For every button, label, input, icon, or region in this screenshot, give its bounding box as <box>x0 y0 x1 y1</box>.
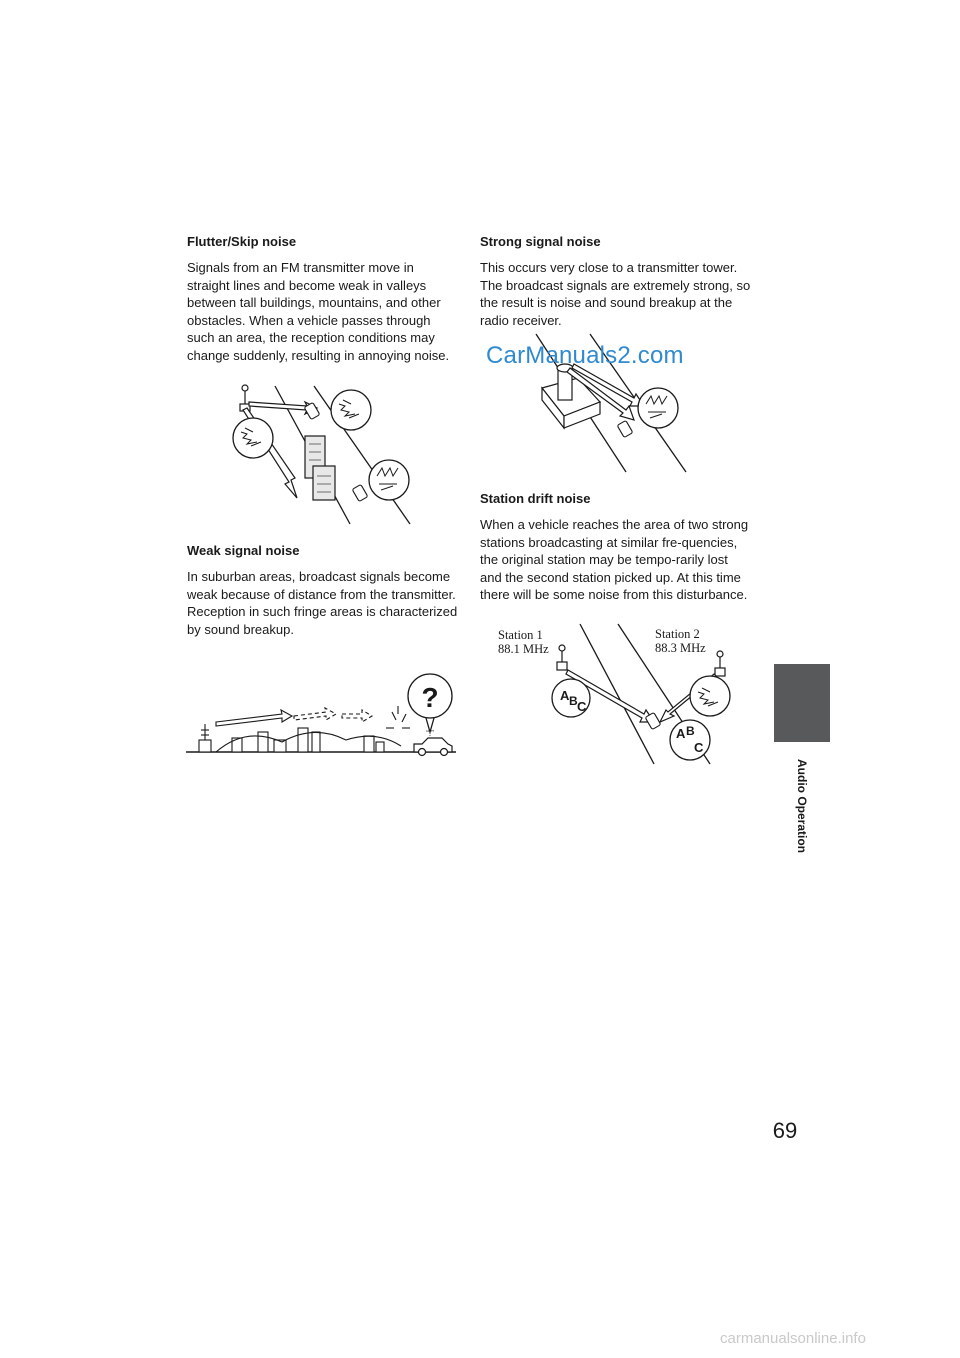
strong-body: This occurs very close to a transmitter tower. The broadcast signals are extremely strong, so the result is noise and sound breakup at the radio receiver. <box>480 260 751 328</box>
flutter-section <box>187 234 459 364</box>
station2-label: Station 2 <box>655 627 700 641</box>
weak-body: In suburban areas, broadcast signals become weak because of distance from the transmitter. Reception in such fringe areas is characterized by sound breakup. <box>187 569 458 637</box>
drift-heading: Station drift noise <box>480 491 591 506</box>
flutter-heading: Flutter/Skip noise <box>187 234 297 249</box>
weak-heading: Weak signal noise <box>187 543 300 558</box>
flutter-body: Signals from an FM transmitter move in straight lines and become weak in valleys between tall buildings, mountains, and other obstacles. When a vehicle passes through such an area, the reception conditions may change suddenly, resulting in annoying noise. <box>187 260 450 363</box>
flutter-illustration <box>225 378 435 528</box>
svg-text:C: C <box>694 740 704 755</box>
drift-section <box>480 491 752 604</box>
drift-body: When a vehicle reaches the area of two strong stations broadcasting at similar fre-quencies, the original station may be tempo-rarily lost and the second station picked up. At this time there will be some noise from this disturbance. <box>480 517 749 602</box>
svg-text:?: ? <box>421 682 439 713</box>
site-watermark: CarManuals2.com <box>486 342 684 369</box>
page-number: 69 <box>772 1118 798 1143</box>
weak-signal-illustration <box>186 672 458 758</box>
strong-heading: Strong signal noise <box>480 234 601 249</box>
svg-text:C: C <box>577 699 587 714</box>
station1-frequency: 88.1 MHz <box>498 642 549 656</box>
station1-label: Station 1 <box>498 628 543 642</box>
station-drift-illustration <box>540 618 760 766</box>
weak-section <box>187 543 459 638</box>
chapter-tab <box>774 664 830 742</box>
footer-watermark: carmanualsonline.info <box>720 1330 866 1347</box>
svg-text:B: B <box>686 724 695 738</box>
svg-text:A: A <box>560 688 570 703</box>
svg-text:A: A <box>676 726 686 741</box>
svg-text:B: B <box>569 694 578 708</box>
station2-frequency: 88.3 MHz <box>655 641 706 655</box>
svg-text:“!”: “!” <box>426 729 434 738</box>
strong-section <box>480 234 752 329</box>
chapter-label: Audio Operation <box>795 759 809 853</box>
